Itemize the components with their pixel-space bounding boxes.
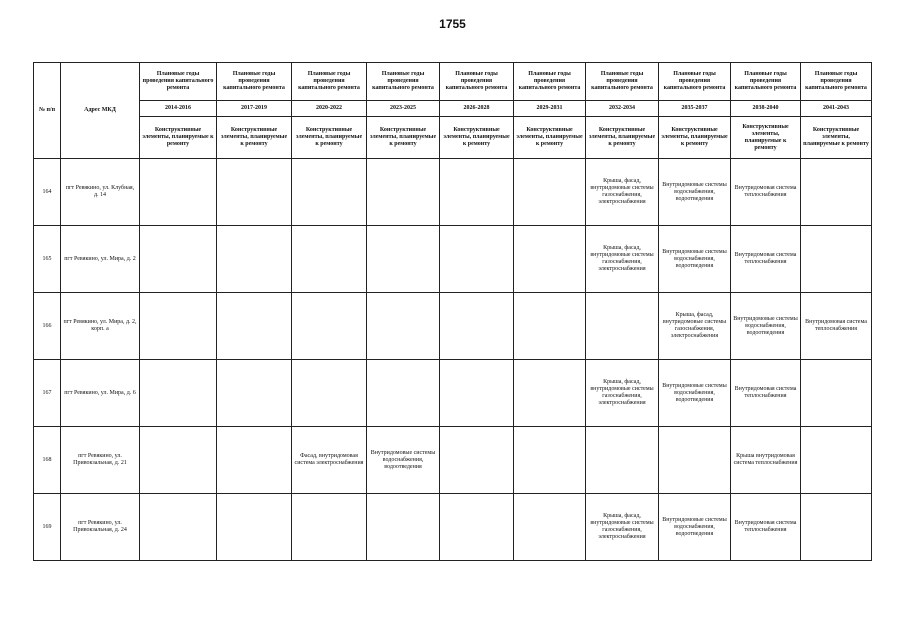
header-period: 2020-2022 [292,101,367,117]
row-address: пгт Ревякино, ул. Мира, д. 6 [61,360,140,427]
repair-cell [440,226,514,293]
header-num: № п/п [34,63,61,159]
row-address: пгт Ревякино, ул. Клубная, д. 14 [61,159,140,226]
repair-cell [140,494,217,561]
repair-cell: Внутридомовая система теплоснабжения [731,226,801,293]
repair-cell [514,226,586,293]
repair-cell [801,159,872,226]
row-address: пгт Ревякино, ул. Мира, д. 2, корп. а [61,293,140,360]
repair-cell [440,360,514,427]
repair-cell: Крыша внутридомовая система теплоснабжения [731,427,801,494]
repair-cell [140,427,217,494]
header-elements: Конструктивные элементы, планируемые к ремонту [440,117,514,159]
repair-cell [217,427,292,494]
table-row [34,226,872,293]
repair-cell [801,427,872,494]
repair-cell [292,293,367,360]
table-row [34,494,872,561]
header-period: 2023-2025 [367,101,440,117]
repair-cell: Фасад, внутридомовая система электроснабжения [292,427,367,494]
header-planned-years: Плановые годы проведения капитального ремонта [140,63,217,101]
repair-cell [217,293,292,360]
header-planned-years: Плановые годы проведения капитального ремонта [367,63,440,101]
repair-cell [217,226,292,293]
repair-cell [140,360,217,427]
repair-cell [586,427,659,494]
repair-cell [801,360,872,427]
repair-cell [440,293,514,360]
header-period: 2017-2019 [217,101,292,117]
repair-cell [367,226,440,293]
header-planned-years: Плановые годы проведения капитального ремонта [659,63,731,101]
repair-cell: Внутридомовые системы водоснабжения, водоотведения [659,494,731,561]
repair-cell [801,226,872,293]
header-planned-years: Плановые годы проведения капитального ремонта [217,63,292,101]
repair-cell [217,360,292,427]
header-planned-years: Плановые годы проведения капитального ремонта [514,63,586,101]
row-number: 165 [34,226,61,293]
row-address: пгт Ревякино, ул. Привокзальная, д. 21 [61,427,140,494]
repair-cell [140,293,217,360]
repair-cell [217,494,292,561]
header-period: 2026-2028 [440,101,514,117]
repair-schedule-table [33,62,872,561]
header-period: 2038-2040 [731,101,801,117]
repair-cell [659,427,731,494]
header-period: 2041-2043 [801,101,872,117]
row-address: пгт Ревякино, ул. Мира, д. 2 [61,226,140,293]
header-elements: Конструктивные элементы, планируемые к ремонту [292,117,367,159]
repair-cell [514,427,586,494]
repair-cell: Внутридомовые системы водоснабжения, водоотведения [659,226,731,293]
repair-cell: Внутридомовая система теплоснабжения [801,293,872,360]
row-number: 166 [34,293,61,360]
repair-cell [367,293,440,360]
repair-cell [440,494,514,561]
header-elements: Конструктивные элементы, планируемые к ремонту [801,117,872,159]
repair-cell: Внутридомовая система теплоснабжения [731,494,801,561]
repair-cell [514,293,586,360]
table-row [34,427,872,494]
repair-cell: Внутридомовая система теплоснабжения [731,360,801,427]
repair-cell [140,226,217,293]
repair-cell: Внутридомовая система теплоснабжения [731,159,801,226]
repair-cell: Крыша, фасад, внутридомовые системы газоснабжения, электроснабжения [586,159,659,226]
header-planned-years: Плановые годы проведения капитального ремонта [731,63,801,101]
repair-cell: Внутридомовые системы водоснабжения, водоотведения [731,293,801,360]
header-planned-years: Плановые годы проведения капитального ремонта [801,63,872,101]
repair-cell [367,159,440,226]
row-number: 164 [34,159,61,226]
header-elements: Конструктивные элементы, планируемые к ремонту [367,117,440,159]
repair-cell [440,159,514,226]
header-elements: Конструктивные элементы, планируемые к ремонту [731,117,801,159]
header-planned-years: Плановые годы проведения капитального ремонта [440,63,514,101]
row-number: 168 [34,427,61,494]
repair-cell [217,159,292,226]
repair-cell: Крыша, фасад, внутридомовые системы газоснабжения, электроснабжения [586,226,659,293]
repair-cell [292,494,367,561]
repair-cell [292,226,367,293]
page-number: 1755 [439,17,466,31]
header-elements: Конструктивные элементы, планируемые к ремонту [659,117,731,159]
header-period: 2029-2031 [514,101,586,117]
row-address: пгт Ревякино, ул. Привокзальная, д. 24 [61,494,140,561]
repair-cell: Крыша, фасад, внутридомовые системы газоснабжения, электроснабжения [659,293,731,360]
repair-cell: Внутридомовые системы водоснабжения, водоотведения [367,427,440,494]
header-period: 2035-2037 [659,101,731,117]
header-elements: Конструктивные элементы, планируемые к ремонту [586,117,659,159]
header-period: 2032-2034 [586,101,659,117]
repair-cell [514,494,586,561]
repair-cell: Внутридомовые системы водоснабжения, водоотведения [659,159,731,226]
repair-cell: Внутридомовые системы водоснабжения, водоотведения [659,360,731,427]
repair-cell [292,159,367,226]
repair-cell [292,360,367,427]
header-planned-years: Плановые годы проведения капитального ремонта [292,63,367,101]
repair-cell [514,159,586,226]
row-number: 167 [34,360,61,427]
row-number: 169 [34,494,61,561]
repair-cell [440,427,514,494]
header-address: Адрес МКД [61,63,140,159]
header-elements: Конструктивные элементы, планируемые к ремонту [140,117,217,159]
repair-cell: Крыша, фасад, внутридомовые системы газоснабжения, электроснабжения [586,494,659,561]
repair-cell [140,159,217,226]
repair-cell [514,360,586,427]
table-row [34,293,872,360]
table-row [34,360,872,427]
header-elements: Конструктивные элементы, планируемые к ремонту [514,117,586,159]
repair-cell [367,494,440,561]
header-elements: Конструктивные элементы, планируемые к ремонту [217,117,292,159]
header-planned-years: Плановые годы проведения капитального ремонта [586,63,659,101]
repair-cell: Крыша, фасад, внутридомовые системы газоснабжения, электроснабжения [586,360,659,427]
repair-cell [801,494,872,561]
table-row [34,159,872,226]
repair-cell [367,360,440,427]
repair-cell [586,293,659,360]
header-period: 2014-2016 [140,101,217,117]
